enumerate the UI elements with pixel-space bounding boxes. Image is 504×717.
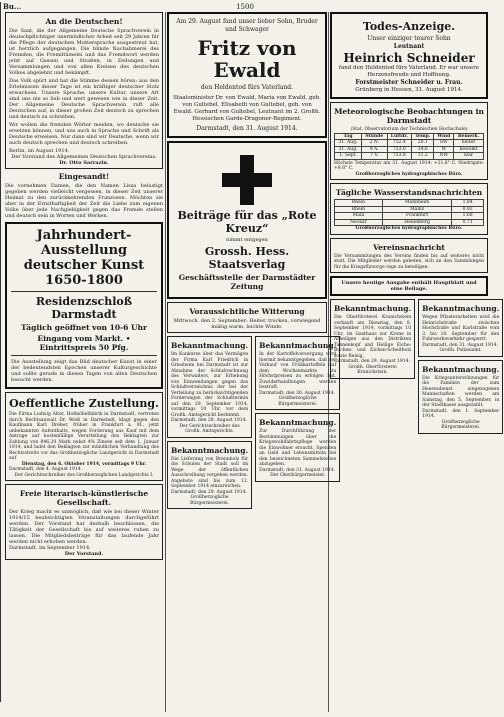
- notices-grid: [330, 299, 500, 437]
- appeal-signatory: Dr. Otto Sarrazin.: [59, 160, 109, 166]
- notice-body: Die Oberförsterei Kranichstein verkauft am Dienstag, den 8. September 1914, vormittags 10 Uhr, im Gasthaus zur Krone in Arheilgen aus den Distrikten Tannenkopf und Heilige Eiche: Buchen- und Eichen-Scheitholz sowie Reisig.: [334, 315, 412, 359]
- table-cell: klar: [454, 153, 484, 160]
- death-notice-place: Grünberg in Hessen, 31. August 1914.: [355, 87, 463, 93]
- notice-6: [418, 299, 503, 357]
- red-cross-org: Grossh. Hess. Staatsverlag: [204, 245, 290, 271]
- notice-place: Darmstadt, den 31. August 1914.: [259, 467, 336, 473]
- table-cell: Neckar: [335, 219, 383, 226]
- table-cell: Main: [335, 213, 383, 220]
- column-rule: [165, 12, 166, 712]
- notice-sign: Großherzogliche Bürgermeisterei.: [190, 495, 229, 506]
- notice-5: [330, 299, 415, 379]
- sent-block: [5, 172, 163, 219]
- page-number: 1500: [236, 3, 254, 11]
- table-cell: 2 N.: [361, 140, 387, 147]
- table-cell: 14.6: [412, 146, 434, 153]
- death-notice-sub: fand den Heldentod fürs Vaterland. Er war unsere Herzensfreude und Hoffnung.: [338, 65, 480, 78]
- table-cell: 0.92: [452, 206, 484, 213]
- table-header: Tag: [335, 133, 362, 140]
- notice-body: Wegen Pflasterarbeiten wird die Heinrichstraße zwischen Hochstraße und Karlstraße vom 3. bis 10. September für den Fuhrwerksverkehr gesperrt.: [422, 315, 500, 342]
- table-cell: Rhein: [335, 200, 383, 207]
- appeal-title: An die Deutschen!: [45, 17, 123, 26]
- table-header: Bemerk.: [454, 133, 484, 140]
- table-cell: W: [434, 146, 454, 153]
- exhibition-title: Jahrhundert-Ausstellung deutscher Kunst 1650-1800: [23, 228, 145, 288]
- deceased-name: Heinrich Schneider: [343, 51, 475, 65]
- notice-body: In der Kartoffelversorgung wird hiermit bekanntgegeben, daß der Verkauf von Frühkartoffeln auf dem Wochenmarkte zu Höchstpreisen zu erfolgen hat. Zuwiderhandlungen werden bestraft.: [259, 352, 337, 390]
- table-cell: Mainz: [382, 206, 451, 213]
- observations-office: Großherzogliches hydrographisches Büro.: [355, 171, 463, 177]
- table-cell: 20.1: [412, 140, 434, 147]
- water-levels-table: [334, 199, 484, 226]
- observations-sub: (Stat. Observatorium der Technischen Hochschule): [350, 127, 468, 132]
- sent-body: Die vornehmen Damen, die den Namen Lissa belustigt gegeben werden vielleicht vergessen, in dieser Zeit unserer Heimat zu den zurückkehrenden Franzosen. Möchten sie aber in der Ernsthaftigkeit der Zeit die Liebe zum eigenen Volke über jede Nachgiebigkeit gegen das Fremde stellen und deutsch sein in Worten und Werken.: [5, 183, 163, 219]
- table-cell: Frankfurt: [382, 213, 451, 220]
- notice-2: [255, 336, 340, 410]
- table-cell: bewölkt: [454, 146, 484, 153]
- auction-title: Oeffentliche Zustellung.: [9, 397, 159, 410]
- observations-note: Höchste Temperatur am 31. August 1914: +21.6° C. Niedrigste: +9.8° C.: [334, 160, 484, 171]
- notice-sign: Großherzogliche Bürgermeisterei.: [441, 419, 481, 430]
- edition-note: [330, 276, 488, 296]
- water-office: Großherzogliches hydrographisches Büro.: [355, 226, 463, 231]
- notice-title: Bekanntmachung.: [171, 445, 249, 455]
- table-cell: 0.71: [452, 219, 484, 226]
- table-cell: 753.0: [387, 146, 412, 153]
- society-block: [5, 484, 163, 560]
- table-header: Stunde: [361, 133, 387, 140]
- notice-place: Darmstadt, den 1. September 1914.: [422, 408, 500, 419]
- sent-title: Eingesandt!: [58, 172, 110, 181]
- auction-date: Dienstag, den 6. Oktober 1914, vormittags 9 Uhr.: [21, 461, 147, 467]
- table-cell: 1.68: [452, 213, 484, 220]
- society-signature: Der Vorstand.: [64, 551, 104, 557]
- weather-block: [167, 302, 327, 333]
- association-body: Die Versammlungen des Vereins finden bis auf weiteres nicht statt. Die Mitglieder werden gebeten, sich an den Sammlungen für die Kriegsfürsorge rege zu beteiligen.: [334, 253, 484, 270]
- table-cell: NW: [434, 153, 454, 160]
- column-2: [167, 12, 337, 512]
- notice-7: [418, 360, 503, 434]
- exhibition-ad: [5, 222, 163, 389]
- notice-place: Darmstadt, den 29. August 1914.: [334, 359, 410, 364]
- table-cell: Rhein: [335, 206, 383, 213]
- weather-title: Voraussichtliche Witterung: [189, 307, 305, 316]
- table-header: Wind: [434, 133, 454, 140]
- edition-note-text: Unsere heutige Ausgabe enthält Hauptblatt und eine Beilage.: [341, 280, 477, 292]
- notices-grid: [167, 336, 337, 512]
- notice-title: Bekanntmachung.: [259, 341, 337, 350]
- table-cell: 31. Aug.: [335, 146, 362, 153]
- notice-title: Bekanntmachung.: [422, 304, 500, 313]
- notice-title: Bekanntmachung.: [422, 364, 500, 374]
- family-names: Forstmeister Schneider u. Frau.: [355, 79, 463, 86]
- table-cell: 11.2: [412, 153, 434, 160]
- red-cross-office: Geschäftsstelle der Darmstädter Zeitung: [178, 273, 316, 291]
- table-cell: 7 V.: [361, 153, 387, 160]
- death-notice-head: Todes-Anzeige.: [362, 20, 456, 33]
- notice-place: Darmstadt, den 29. August 1914.: [171, 489, 247, 495]
- table-cell: 752.4: [387, 140, 412, 147]
- deceased-rank: Leutnant: [393, 43, 425, 50]
- deceased-name: Fritz von Ewald: [197, 36, 297, 82]
- notice-sign: Der Gerichtsschreiber des Großh. Amtsgerichts.: [179, 423, 240, 434]
- notice-title: Bekanntmachung.: [259, 418, 337, 427]
- water-levels-title: Tägliche Wasserstandsnachrichten: [335, 188, 483, 197]
- appeal-signature: Der Vorstand des Allgemeinen Deutschen Sprachvereins.: [11, 154, 157, 160]
- table-cell: heiter: [454, 140, 484, 147]
- society-date: Darmstadt, im September 1914.: [9, 545, 91, 551]
- exhibition-note: Die Ausstellung zeigt das Bild deutscher Kunst in einer der bedeutendsten Epochen unserer Kulturgeschichte und sollte gerade in diesen Tagen von allen Deutschen besucht werden.: [11, 359, 157, 383]
- society-title: Freie literarisch-künstlerische Gesellschaft.: [19, 489, 149, 507]
- column-3: [330, 12, 500, 437]
- death-notice-intro: Am 29. August fand unser lieber Sohn, Bruder und Schwager: [176, 18, 318, 33]
- appeal-body-3: Wir wollen die fremden Wörter meiden, wo deutsche sie ersetzen können, und uns auch in Sprache und Schrift als Deutsche erweisen. Nur dann sind wir Deutsche, wenn wir auch deutsch sprechen und deutsch schreiben.: [9, 122, 159, 146]
- table-cell: Mannheim: [382, 200, 451, 207]
- notice-sign: Der Oberbürgermeister.: [270, 473, 326, 478]
- appeal-block: [5, 12, 163, 169]
- table-cell: 9 A.: [361, 146, 387, 153]
- red-cross-icon: [222, 155, 272, 205]
- notice-place: Darmstadt, den 30. August 1914.: [259, 390, 336, 396]
- exhibition-place: Residenzschloß Darmstadt: [35, 295, 133, 321]
- appeal-body-2: Das Volk spürt und hat die Stimme dessen hören: aus den Erlebnissen dieser Tage ist ein kräftiger deutscher Stolz erwachsen. Unsere Sprache, unsere Kultur, unsere Art sind uns nie so lieb und wert gewesen wie in dieser Zeit. Der Allgemeine Deutsche Sprachverein ruft alle Deutschen auf, in dieser großen Zeit deutsch zu sprechen und deutsch zu schreiben.: [9, 78, 159, 120]
- association-block: [330, 238, 488, 274]
- table-cell: 31. Aug.: [335, 140, 362, 147]
- auction-block: [5, 392, 163, 481]
- death-notice-date: Darmstadt, den 31. August 1914.: [196, 125, 298, 132]
- appeal-city: Berlin, im August 1914.: [9, 148, 70, 154]
- table-cell: 1. Sept.: [335, 153, 362, 160]
- observations-table: [334, 133, 484, 160]
- fragment-text: Bu...: [3, 2, 22, 11]
- table-cell: 1.84: [452, 200, 484, 207]
- notice-sign: Großh. Oberförsterei Kranichstein.: [348, 364, 397, 375]
- notice-sign: Großherzogliche Bürgermeisterei.: [278, 396, 318, 407]
- weather-body: Mittwoch, den 2. September: Heiter, trocken, vorwiegend mäßig warm, leichte Winde.: [173, 318, 321, 330]
- notice-body: Im Konkurse über das Vermögen der Firma Karl Friedrich in Griesheim bei Darmstadt ist zur Abnahme der Schlußrechnung des Verwalters, zur Erhebung von Einwendungen gegen das Schlußverzeichnis der bei der Verteilung zu berücksichtigenden Forderungen der Schlußtermin auf den 29. September 1914, vormittags 10 Uhr, vor dem Großh. Amtsgericht bestimmt.: [171, 352, 249, 418]
- red-cross-title: Beiträge für das „Rote Kreuz“: [177, 209, 317, 235]
- notice-place: Darmstadt, den 31. August 1914.: [422, 342, 499, 348]
- table-cell: SW: [434, 140, 454, 147]
- exhibition-entry: Eingang vom Markt. • Eintrittspreis 50 Pfg.: [37, 334, 131, 352]
- column-1: [5, 12, 163, 563]
- notice-title: Bekanntmachung.: [334, 304, 412, 313]
- exhibition-hours: Täglich geöffnet von 10-6 Uhr: [21, 323, 147, 332]
- notice-body: Die Lieferung von Brennholz für die Schulen der Stadt soll im Wege der öffentlichen Ausschreibung vergeben werden. Angebote sind bis zum 12. September 1914 einzureichen.: [171, 456, 249, 489]
- family-names: Staatsminister Dr. von Ewald, Maria von Ewald, geb. von Gultebel. Elisabeth von Gultebel, geb. von Ewald. Gerhard von Gultebel, Leutnant im 2. Großh. Hessischen Garde-Dragoner-Regiment.: [173, 95, 321, 122]
- auction-court: Der Gerichtsschreiber des Großherzoglichen Landgerichts I.: [14, 472, 154, 478]
- table-row: [335, 153, 484, 160]
- death-notice-schneider: [330, 12, 488, 99]
- notice-body: Zur Durchführung der Bestimmungen über die Kriegswohlfahrtspflege werden die Einwohner ersucht, Spenden an Geld und Lebensmitteln bei den bezeichneten Sammelstellen abzugeben.: [259, 429, 337, 467]
- appeal-body: Die Saat, die der Allgemeine Deutsche Sprachverein in deutschpflichtiger unermüdlicher Arbeit seit 29 Jahren für die Pflege der deutschen Muttersprache ausgestreut hat, ist herrlich aufgegangen. Die blinde Nachahmerei des Fremden, die Fremdtümelei und das Fremdwort werden jetzt auf Gassen und Straßen, in Zeitungen und Versammlungen und von allen Kreisen des deutschen Volkes abgelehnt und bekämpft.: [9, 28, 159, 76]
- notice-4: [255, 413, 340, 482]
- water-levels-block: [330, 183, 488, 235]
- red-cross-ad: [167, 141, 327, 299]
- table-cell: 753.8: [387, 153, 412, 160]
- table-header: Luftdr.: [387, 133, 412, 140]
- auction-place: Darmstadt, den 4. August 1914.: [9, 467, 83, 472]
- observations-block: [330, 102, 488, 180]
- notice-place: Darmstadt, den 28. August 1914.: [171, 418, 247, 423]
- observations-title: Meteorologische Beobachtungen in Darmstadt: [334, 107, 484, 125]
- notice-1: [167, 336, 252, 438]
- notice-3: [167, 441, 252, 510]
- death-notice-ewald: [167, 12, 327, 138]
- red-cross-sub: nimmt entgegen: [226, 237, 268, 243]
- death-notice-sub: den Heldentod fürs Vaterland.: [200, 84, 294, 91]
- notice-title: Bekanntmachung.: [171, 341, 249, 350]
- death-notice-intro: Unser einziger teurer Sohn: [367, 35, 451, 42]
- notice-body: Die Kriegsunterstützungen für die Familien der zum Heeresdienst eingezogenen Mannschaften werden am Samstag, den 5. September, in der Stadtkasse ausgezahlt.: [422, 375, 500, 408]
- society-body: Der Krieg macht es unmöglich, daß wie bei dieser Winter 1914/15 beabsichtigten Veranstaltungen durchgeführt werden. Der Vorstand hat deshalb beschlossen, die Tätigkeit der Gesellschaft bis auf weiteres ruhen zu lassen. Die Mitgliedsbeiträge für das laufende Jahr werden nicht erhoben werden.: [9, 509, 159, 545]
- notice-sign: Großh. Polizeiamt.: [439, 348, 482, 353]
- association-title: Vereinsnachricht: [373, 242, 445, 252]
- table-header: Temp.: [412, 133, 434, 140]
- table-row: [335, 219, 484, 226]
- auction-body: Die Firma Ludwig Alter, Hofmöbelfabrik in Darmstadt, vertreten durch Rechtsanwalt Dr. Weiß in Darmstadt, klagt gegen den Kaufmann Karl Dreher, früher in Frankfurt a. M., jetzt unbekannten Aufenthalts, wegen Forderung aus Kauf mit dem Antrage auf kostenfällige Verurteilung des Beklagten zur Zahlung von 846,20 Mark nebst 4% Zinsen seit dem 1. Januar 1914, und ladet den Beklagten zur mündlichen Verhandlung des Rechtsstreits vor das Großherzogliche Landgericht in Darmstadt auf: [9, 412, 159, 461]
- table-cell: Heidelberg: [382, 219, 451, 226]
